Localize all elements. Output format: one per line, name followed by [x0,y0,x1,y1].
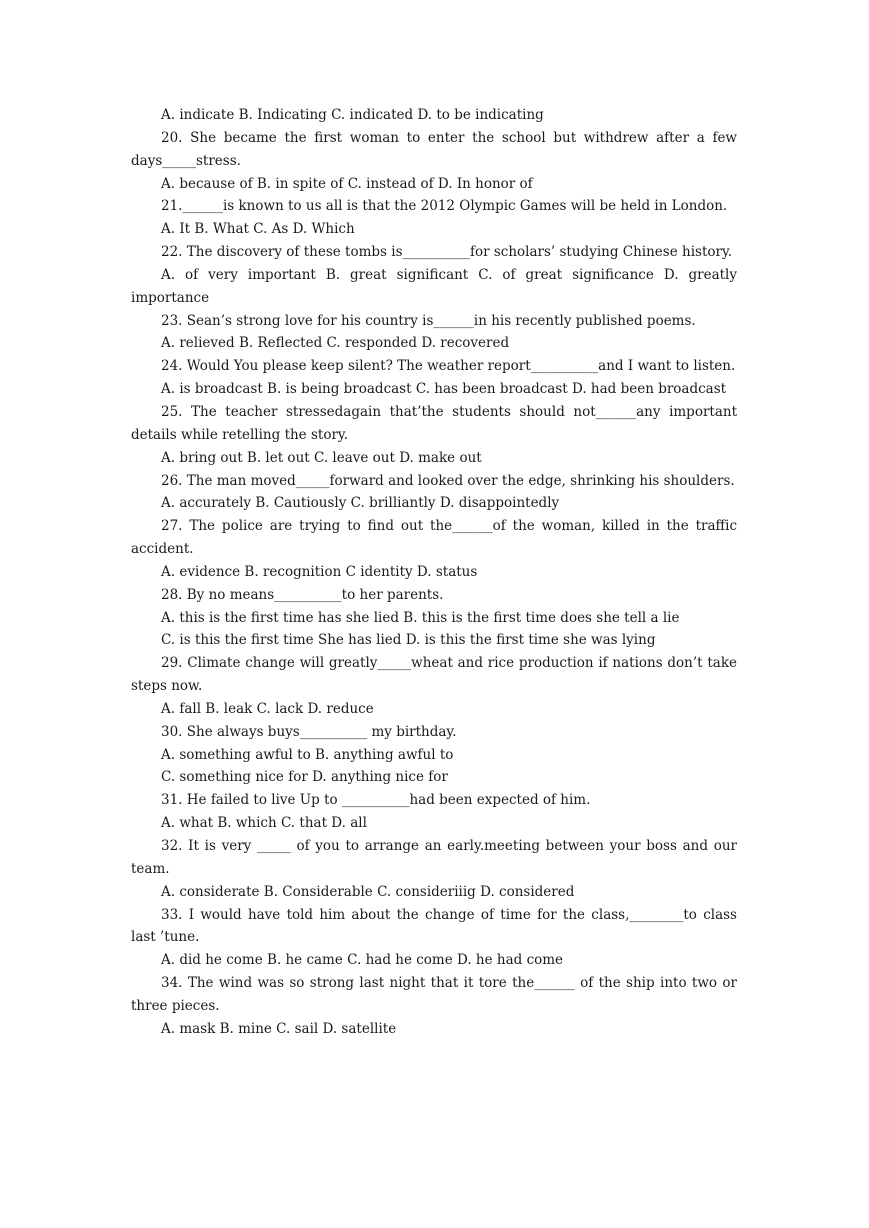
option-line: A. this is the first time has she lied B. this is the first time does she tell a lie [161,609,680,626]
option-line: A. of very important B. great significant C. of great significance D. greatly importance [131,266,742,306]
question-line: 26. The man moved_____forward and looked over the edge, shrinking his shoulders. [161,472,735,489]
option-line: A. is broadcast B. is being broadcast C. has been broadcast D. had been broadcast [161,381,727,398]
question-line: 25. The teacher stressedagain that’the students should not______any important details while retelling the story. [131,403,742,443]
question-line: 27. The police are trying to find out the______of the woman, killed in the traffic accident. [131,518,742,558]
question-line: 33. I would have told him about the change of time for the class,________to class last ’tune. [131,906,742,946]
question-line: 32. It is very _____ of you to arrange an early.meeting between your boss and our team. [131,838,742,877]
option-line: A. fall B. leak C. lack D. reduce [161,700,374,717]
option-line: A. bring out B. let out C. leave out D. make out [161,449,482,466]
option-line: A. It B. What C. As D. Which [161,221,355,238]
question-line: 20. She became the first woman to enter the school but withdrew after a few days_____stress. [131,129,742,169]
option-line: C. is this the first time She has lied D. is this the first time she was lying [161,632,656,649]
option-line: A. considerate B. Considerable C. consideriiig D. considered [161,883,575,900]
question-line: 21.______is known to us all is that the 2012 Olympic Games will be held in London. [161,198,728,215]
option-line: A. relieved B. Reflected C. responded D. recovered [161,335,510,352]
document-page [131,104,742,1041]
option-line: A. evidence B. recognition C identity D. status [161,563,478,580]
question-line: 34. The wind was so strong last night that it tore the______ of the ship into two or three pieces. [131,975,742,1014]
option-line: A. because of B. in spite of C. instead of D. In honor of [161,175,533,192]
option-line: A. mask B. mine C. sail D. satellite [161,1020,397,1037]
question-line: 29. Climate change will greatly_____wheat and rice production if nations don’t take steps now. [131,655,742,695]
question-line: 30. She always buys__________ my birthday. [161,723,457,740]
question-line: 31. He failed to live Up to __________had been expected of him. [161,792,591,809]
option-line: C. something nice for D. anything nice for [161,769,448,786]
option-line: A. indicate B. Indicating C. indicated D. to be indicating [161,107,544,123]
question-line: 24. Would You please keep silent? The weather report__________and I want to listen. [161,358,736,375]
option-line: A. something awful to B. anything awful to [161,746,454,763]
option-line: A. did he come B. he came C. had he come D. he had come [161,952,564,969]
option-line: A. what B. which C. that D. all [161,815,367,832]
question-line: 28. By no means__________to her parents. [161,586,444,603]
question-line: 23. Sean’s strong love for his country is______in his recently published poems. [161,312,696,329]
option-line: A. accurately B. Cautiously C. brilliantly D. disappointedly [161,495,560,512]
question-line: 22. The discovery of these tombs is__________for scholars’ studying Chinese history. [161,244,733,261]
